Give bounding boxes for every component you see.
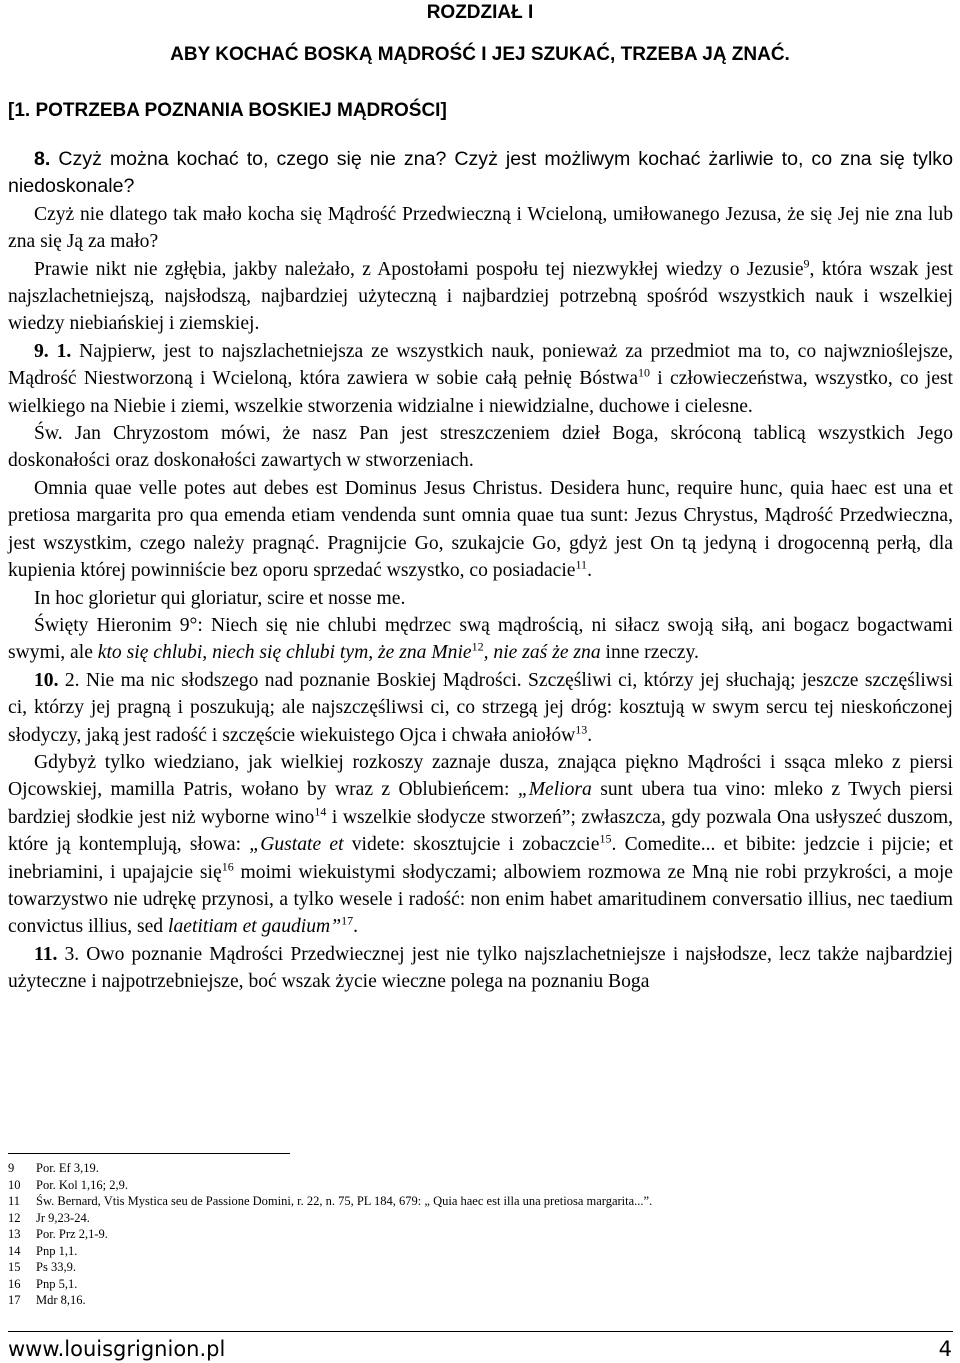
paragraph-text: Najpierw, jest to najszlachetniejsza ze wszystkich nauk, ponieważ za przedmiot ma to, co najwznioślejsze, Mądrość Niestworzoną i Wcieloną, która zawiera w sobie całą pełnię Bóstwa bbox=[8, 340, 953, 390]
italic-quote: kto się chlubi, niech się chlubi tym, że zna Mnie bbox=[97, 642, 472, 664]
paragraph-number: 10. bbox=[34, 669, 59, 691]
paragraph-text: videte: skosztujcie i zobaczcie bbox=[343, 834, 600, 856]
footnote-item bbox=[8, 1210, 953, 1227]
footnote-number: 9 bbox=[8, 1161, 15, 1175]
paragraph-9 bbox=[8, 338, 953, 420]
footer-website-link[interactable]: www.louisgrignion.pl bbox=[8, 1337, 226, 1361]
paragraph bbox=[8, 612, 953, 667]
footnote-ref[interactable]: 12 bbox=[471, 639, 484, 654]
paragraph-10 bbox=[8, 667, 953, 749]
paragraph bbox=[8, 585, 953, 612]
italic-quote: laetitiam et gaudium” bbox=[168, 916, 342, 938]
italic-quote: „Meliora bbox=[517, 779, 592, 801]
footnote-text: Mdr 8,16. bbox=[36, 1293, 86, 1307]
footnote-text: Pnp 5,1. bbox=[36, 1276, 78, 1291]
footnote-ref[interactable]: 14 bbox=[314, 804, 327, 819]
footnotes-list bbox=[8, 1160, 953, 1309]
paragraph-number: 8. bbox=[34, 148, 51, 170]
footnote-ref[interactable]: 16 bbox=[221, 859, 234, 874]
paragraph-text: Św. Jan Chryzostom mówi, że nasz Pan jest streszczeniem dzieł Boga, skróconą tablicą wszystkich Jego doskonałości oraz doskonałości zawartych w stworzeniach. bbox=[8, 423, 953, 472]
body-text bbox=[8, 146, 953, 996]
footnote-text: Por. Kol 1,16; 2,9. bbox=[36, 1177, 129, 1192]
paragraph-text: i człowieczeństwa, wszystko, co jest wielkiego na Niebie i ziemi, wszelkie stworzenia widzialne i niewidzialne, duchowe i cielesne. bbox=[8, 368, 953, 417]
footnote-item bbox=[8, 1243, 953, 1260]
paragraph bbox=[8, 201, 953, 256]
paragraph bbox=[8, 475, 953, 585]
chapter-heading: ROZDZIAŁ I bbox=[426, 2, 534, 23]
chapter-title: ABY KOCHAĆ BOSKĄ MĄDROŚĆ I JEJ SZUKAĆ, TRZEBA JĄ ZNAĆ. bbox=[170, 44, 790, 65]
footnote-number: 17 bbox=[8, 1293, 21, 1307]
footnote-ref[interactable]: 15 bbox=[599, 831, 612, 846]
footnote-item bbox=[8, 1193, 953, 1210]
footnote-ref[interactable]: 13 bbox=[575, 722, 588, 736]
paragraph-text: Gdybyż tylko wiedziano, jak wielkiej rozkoszy zaznaje dusza, znająca piękno Mądrości i ssąca mleko z piersi Ojcowskiej, mamilla Patris, wołano by wraz z Oblubieńcem: bbox=[8, 751, 953, 801]
footnote-item bbox=[8, 1292, 953, 1309]
footnote-item bbox=[8, 1160, 953, 1177]
paragraph-text: , która wszak jest najszlachetniejszą, najsłodszą, najbardziej użyteczną i najbardziej potrzebną spośród wszystkich nauk i wszelkiej wiedzy niebiańskiej i ziemskiej. bbox=[8, 258, 953, 335]
paragraph-number: 11. bbox=[34, 943, 58, 965]
footnote-number: 13 bbox=[8, 1227, 21, 1241]
paragraph-number: 9. 1. bbox=[34, 340, 72, 362]
paragraph-text: . Comedite... et bibite: jedzcie i pijcie; et inebriamini, i upajajcie się bbox=[8, 834, 954, 883]
paragraph-8 bbox=[8, 146, 953, 201]
footnote-number: 16 bbox=[8, 1276, 21, 1291]
footnote-ref[interactable]: 17 bbox=[341, 913, 354, 928]
footnote-ref[interactable]: 11 bbox=[575, 557, 588, 572]
italic-quote: , nie zaś że zna bbox=[483, 642, 601, 664]
paragraph-text: Czyż można kochać to, czego się nie zna? Czyż jest możliwym kochać żarliwie to, co zna się tylko niedoskonale? bbox=[8, 148, 953, 198]
footnote-item bbox=[8, 1226, 953, 1243]
footnote-item bbox=[8, 1177, 953, 1194]
paragraph-text: . bbox=[587, 560, 592, 582]
paragraph-text: . bbox=[353, 916, 358, 938]
footnote-number: 14 bbox=[8, 1243, 21, 1258]
footnote-text: Pnp 1,1. bbox=[36, 1243, 78, 1258]
page-number: 4 bbox=[938, 1337, 952, 1361]
paragraph bbox=[8, 749, 953, 941]
footnote-number: 11 bbox=[8, 1194, 21, 1208]
paragraph-text: 2. Nie ma nic słodszego nad poznanie Boskiej Mądrości. Szczęśliwi ci, którzy jej słuchają; jeszcze szczęśliwsi ci, którzy jej pragną i poszukują; ale najszczęśliwsi ci, co strzegą jej dróg: kosztują w swym sercu tej nieskończonej słodyczy, jaką jest radość i szczęście wiekuistego Ojca i chwała aniołów bbox=[8, 669, 953, 746]
footnote-item bbox=[8, 1276, 953, 1293]
section-heading: [1. POTRZEBA POZNANIA BOSKIEJ MĄDROŚCI] bbox=[8, 100, 447, 121]
footnote-text: Jr 9,23-24. bbox=[36, 1210, 90, 1225]
italic-quote: „Gustate et bbox=[249, 834, 344, 856]
footnote-number: 15 bbox=[8, 1260, 21, 1274]
paragraph-text: sunt ubera tua vino: mleko z Twych piersi bardziej słodkie jest niż wyborne wino bbox=[8, 779, 954, 828]
paragraph-11 bbox=[8, 941, 953, 996]
footnote-ref[interactable]: 10 bbox=[638, 365, 651, 380]
footnote-item bbox=[8, 1259, 953, 1276]
footer-divider bbox=[8, 1331, 953, 1332]
paragraph bbox=[8, 256, 953, 338]
footnote-text: Ps 33,9. bbox=[36, 1260, 76, 1274]
paragraph-text: Omnia quae velle potes aut debes est Dominus Jesus Christus. Desidera hunc, require hunc, quia haec est una et pretiosa margarita pro qua emenda etiam vendenda sunt omnia quae tua sunt: Jezus Chrystus, Mądrość Przedwieczna, jest wszystkim, czego należy pragnąć. Pragnijcie Go, szukajcie Go, gdyż jest On tą jedyną i drogocenną perłą, dla kupienia której powinniście bez oporu sprzedać wszystko, co posiadacie bbox=[8, 477, 953, 582]
paragraph-text: Święty Hieronim 9°: Niech się nie chlubi mędrzec swą mądrością, ni siłacz swoją siłą, ani bogacz bogactwami swymi, ale bbox=[8, 614, 953, 664]
paragraph-text: Prawie nikt nie zgłębia, jakby należało, z Apostołami pospołu tej niezwykłej wiedzy o Jezusie bbox=[34, 258, 804, 280]
footnote-number: 10 bbox=[8, 1177, 21, 1192]
footnote-text: Św. Bernard, Vtis Mystica seu de Passione Domini, r. 22, n. 75, PL 184, 679: „ Quia haec est illa una pretiosa margarita...”. bbox=[36, 1194, 653, 1208]
paragraph-text: Czyż nie dlatego tak mało kocha się Mądrość Przedwieczną i Wcieloną, umiłowanego Jezusa, że się Jej nie zna lub zna się Ją za mało? bbox=[8, 203, 953, 253]
paragraph bbox=[8, 420, 953, 475]
paragraph-text: moimi wiekuistymi słodyczami; albowiem rozmowa ze Mną nie robi przykrości, a moje towarzystwo nie udrękę przynosi, a tylko wesele i radość: non enim habet amaritudinem conversatio illius, nec taedium convictus illius, sed bbox=[8, 861, 954, 938]
footnote-divider bbox=[8, 1153, 290, 1154]
footnote-text: Por. Prz 2,1-9. bbox=[36, 1227, 108, 1241]
paragraph-text: i wszelkie słodycze stworzeń”; zwłaszcza, gdy pozwala Ona usłyszeć duszom, które ją kontemplują, słowa: bbox=[8, 806, 953, 856]
footnote-number: 12 bbox=[8, 1210, 21, 1225]
paragraph-text: . bbox=[587, 724, 593, 746]
paragraph-text: In hoc glorietur qui gloriatur, scire et nosse me. bbox=[34, 587, 406, 609]
footnote-text: Por. Ef 3,19. bbox=[36, 1161, 99, 1175]
paragraph-text: 3. Owo poznanie Mądrości Przedwiecznej jest nie tylko najszlachetniejsze i najsłodsze, lecz także najbardziej użyteczne i najpotrzebniejsze, boć wszak życie wieczne polega na poznaniu Boga bbox=[8, 943, 953, 993]
paragraph-text: inne rzeczy. bbox=[600, 642, 699, 664]
footnote-ref[interactable]: 9 bbox=[803, 256, 810, 271]
